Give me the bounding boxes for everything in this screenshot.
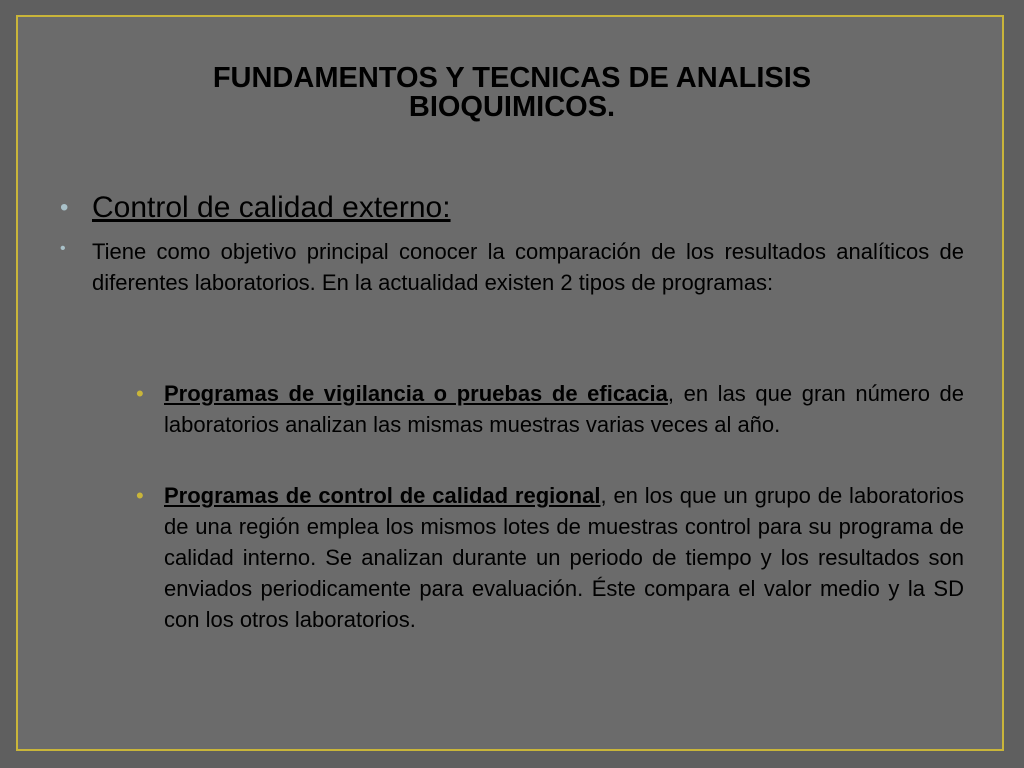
bullet-icon: • [60, 194, 69, 221]
program-lead: Programas de control de calidad regional [164, 483, 601, 508]
bullet-icon: • [136, 381, 144, 406]
program-description: , en los que un grupo de laboratorios de una región emplea los mismos lotes de muestras control para su programa de calidad interno. Se analizan durante un periodo de tiempo y los resultados son enviados periodicamente para evaluación. Éste compara el valor medio y la SD con los otros laboratorios. [164, 483, 965, 632]
program-text [164, 378, 964, 440]
program-lead: Programas de vigilancia o pruebas de eficacia [164, 381, 668, 406]
program-item-regional [136, 480, 964, 635]
program-text [164, 480, 964, 635]
intro-item [60, 236, 964, 298]
slide-title [0, 64, 1024, 122]
slide-title-line-2: BIOQUIMICOS. [408, 91, 616, 123]
program-description: , en las que gran número de laboratorios analizan las mismas muestras varias veces al año. [164, 381, 965, 437]
section-heading: Control de calidad externo: [92, 191, 451, 224]
intro-text: Tiene como objetivo principal conocer la comparación de los resultados analíticos de diferentes laboratorios. En la actualidad existen 2 tipos de programas: [92, 239, 964, 295]
slide-title-line-1: FUNDAMENTOS Y TECNICAS DE ANALISIS [212, 62, 812, 94]
bullet-icon: • [136, 483, 144, 508]
program-item-vigilancia [136, 378, 964, 440]
bullet-icon: • [60, 240, 66, 257]
